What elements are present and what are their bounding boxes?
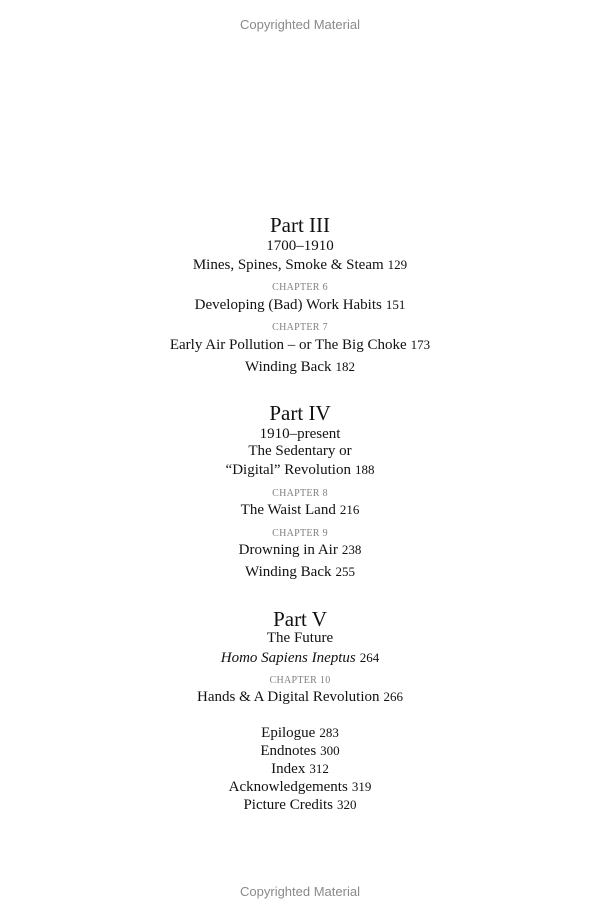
chapter-label: CHAPTER 9 bbox=[272, 528, 328, 539]
entry-title: “Digital” Revolution bbox=[225, 462, 351, 478]
entry-title: Early Air Pollution – or The Big Choke bbox=[169, 337, 407, 353]
entry-title: The Waist Land bbox=[240, 502, 336, 518]
copyright-watermark-bottom: Copyrighted Material bbox=[240, 884, 360, 899]
part-title: Part V bbox=[273, 607, 327, 631]
part-dates: 1910–present bbox=[259, 426, 341, 442]
toc-entry bbox=[0, 563, 600, 581]
chapter-label: CHAPTER 6 bbox=[272, 282, 328, 293]
toc-entry bbox=[0, 358, 600, 376]
page-number: 216 bbox=[339, 502, 360, 517]
entry-title: Winding Back bbox=[245, 359, 332, 375]
entry-title: Winding Back bbox=[245, 564, 332, 580]
page-number: 319 bbox=[351, 779, 372, 794]
entry-title: Index bbox=[271, 761, 306, 777]
chapter-label: CHAPTER 10 bbox=[269, 675, 331, 686]
entry-title: Endnotes bbox=[260, 743, 317, 759]
entry-title: Hands & A Digital Revolution bbox=[197, 689, 380, 705]
page-number: 129 bbox=[387, 257, 408, 272]
toc-entry bbox=[0, 760, 600, 778]
part-title: Part IV bbox=[269, 401, 331, 425]
toc-entry bbox=[0, 541, 600, 559]
page-number: 238 bbox=[341, 542, 362, 557]
toc-entry bbox=[0, 296, 600, 314]
toc-entry bbox=[0, 778, 600, 796]
part-title: Part III bbox=[269, 213, 331, 237]
page-number: 188 bbox=[354, 462, 375, 477]
toc-entry bbox=[0, 688, 600, 706]
part-dates: The Future bbox=[266, 630, 334, 646]
part-dates: 1700–1910 bbox=[266, 238, 334, 254]
entry-title: The Sedentary or bbox=[248, 443, 352, 459]
toc-entry bbox=[0, 336, 600, 354]
toc-entry bbox=[0, 649, 600, 667]
toc-entry bbox=[0, 256, 600, 274]
page-number: 312 bbox=[309, 761, 329, 776]
page-number: 320 bbox=[337, 797, 357, 812]
page-number: 182 bbox=[335, 359, 355, 374]
copyright-watermark-top: Copyrighted Material bbox=[240, 17, 360, 32]
page-number: 255 bbox=[335, 564, 355, 579]
chapter-label: CHAPTER 8 bbox=[272, 488, 328, 499]
toc-entry bbox=[0, 796, 600, 814]
chapter-label: CHAPTER 7 bbox=[272, 322, 328, 333]
toc-entry bbox=[0, 501, 600, 519]
toc-entry bbox=[0, 724, 600, 742]
entry-title: Picture Credits bbox=[243, 797, 334, 813]
page-number: 173 bbox=[410, 337, 431, 352]
toc-entry bbox=[0, 742, 600, 760]
page-number: 300 bbox=[320, 743, 340, 758]
entry-title: Homo Sapiens Ineptus bbox=[220, 650, 356, 666]
page-number: 264 bbox=[359, 650, 380, 665]
entry-title: Developing (Bad) Work Habits bbox=[194, 297, 382, 313]
entry-title: Acknowledgements bbox=[228, 779, 348, 795]
page-number: 266 bbox=[383, 689, 403, 704]
page-number: 283 bbox=[319, 725, 339, 740]
entry-title: Epilogue bbox=[261, 725, 316, 741]
entry-title: Drowning in Air bbox=[238, 542, 338, 558]
entry-title: Mines, Spines, Smoke & Steam bbox=[192, 257, 384, 273]
page-number: 151 bbox=[385, 297, 406, 312]
toc-entry bbox=[0, 461, 600, 479]
